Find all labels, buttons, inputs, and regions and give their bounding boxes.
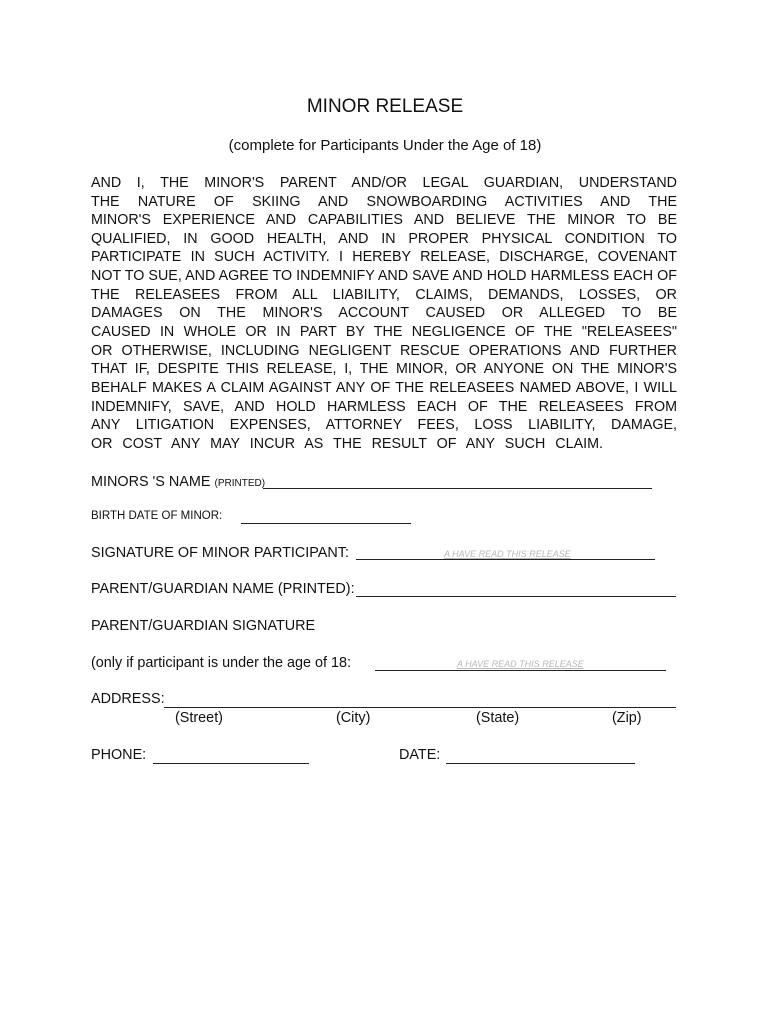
address-field[interactable] [164, 707, 676, 708]
document-title: MINOR RELEASE [306, 96, 464, 117]
signature-minor-hint: A HAVE READ THIS RELEASE [444, 549, 571, 559]
under-18-label: (only if participant is under the age of 18: [91, 655, 351, 671]
body-line: THE RELEASEES FROM ALL LIABILITY, CLAIMS, DEMANDS, LOSSES, OR [91, 287, 677, 303]
date-field[interactable] [446, 763, 635, 764]
document-subtitle: (complete for Participants Under the Age of 18) [228, 137, 542, 154]
address-label: ADDRESS: [91, 691, 165, 707]
body-line: AND I, THE MINOR'S PARENT AND/OR LEGAL GUARDIAN, UNDERSTAND [91, 175, 677, 191]
body-line: ANY LITIGATION EXPENSES, ATTORNEY FEES, LOSS LIABILITY, DAMAGE, [91, 417, 677, 433]
parent-signature-label: PARENT/GUARDIAN SIGNATURE [91, 618, 316, 634]
parent-signature-field[interactable] [375, 670, 666, 671]
body-line: OR OTHERWISE, INCLUDING NEGLIGENT RESCUE OPERATIONS AND FURTHER [91, 343, 677, 359]
body-line: BEHALF MAKES A CLAIM AGAINST ANY OF THE RELEASEES NAMED ABOVE, I WILL [91, 380, 677, 396]
body-line: PARTICIPATE IN SUCH ACTIVITY. I HEREBY RELEASE, DISCHARGE, COVENANT [91, 249, 677, 265]
birth-date-field[interactable] [241, 523, 411, 524]
address-city-caption: (City) [336, 710, 371, 726]
body-line: INDEMNIFY, SAVE, AND HOLD HARMLESS EACH OF THE RELEASEES FROM [91, 399, 677, 415]
date-label: DATE: [399, 747, 441, 763]
birth-date-label: BIRTH DATE OF MINOR: [91, 510, 223, 522]
body-line: OR COST ANY MAY INCUR AS THE RESULT OF ANY SUCH CLAIM. [91, 436, 603, 452]
phone-label: PHONE: [91, 747, 147, 763]
body-line: NOT TO SUE, AND AGREE TO INDEMNIFY AND SAVE AND HOLD HARMLESS EACH OF [91, 268, 677, 284]
minor-name-label-text: MINORS 'S NAME [91, 474, 211, 490]
body-line: QUALIFIED, IN GOOD HEALTH, AND IN PROPER PHYSICAL CONDITION TO [91, 231, 677, 247]
phone-field[interactable] [153, 763, 309, 764]
minor-name-label [91, 474, 265, 490]
body-line: DAMAGES ON THE MINOR'S ACCOUNT CAUSED OR ALLEGED TO BE [91, 305, 677, 321]
body-line: MINOR'S EXPERIENCE AND CAPABILITIES AND BELIEVE THE MINOR TO BE [91, 212, 677, 228]
address-zip-caption: (Zip) [612, 710, 642, 726]
parent-name-label: PARENT/GUARDIAN NAME (PRINTED): [91, 581, 355, 597]
body-line: THAT IF, DESPITE THIS RELEASE, I, THE MINOR, OR ANYONE ON THE MINOR'S [91, 361, 677, 377]
body-line: THE NATURE OF SKIING AND SNOWBOARDING ACTIVITIES AND THE [91, 194, 677, 210]
parent-signature-hint: A HAVE READ THIS RELEASE [457, 659, 584, 669]
signature-minor-field[interactable] [356, 559, 655, 560]
minor-name-field[interactable] [263, 488, 652, 489]
parent-name-field[interactable] [356, 596, 676, 597]
body-line: CAUSED IN WHOLE OR IN PART BY THE NEGLIGENCE OF THE "RELEASEES" [91, 324, 677, 340]
signature-minor-label: SIGNATURE OF MINOR PARTICIPANT: [91, 545, 349, 561]
address-street-caption: (Street) [175, 710, 223, 726]
minor-name-printed-note: (PRINTED) [214, 478, 266, 489]
address-state-caption: (State) [476, 710, 520, 726]
